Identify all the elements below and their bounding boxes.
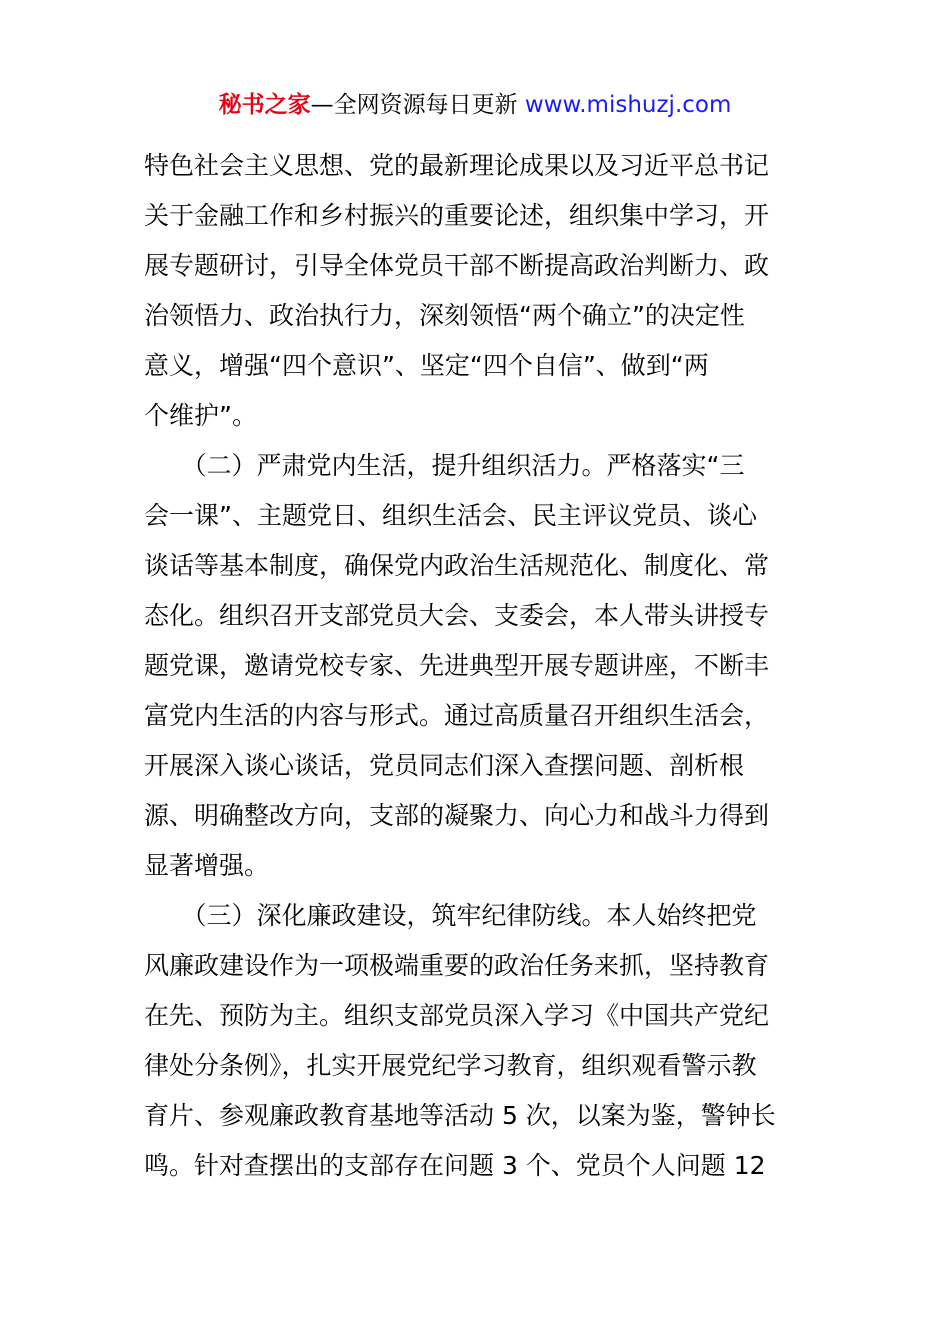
text-line: 会一课”、主题党日、组织生活会、民主评议党员、谈心: [144, 501, 757, 530]
text-line: 源、明确整改方向，支部的凝聚力、向心力和战斗力得到: [144, 801, 770, 830]
text-line: 态化。组织召开支部党员大会、支委会，本人带头讲授专: [144, 601, 770, 630]
text-line: 特色社会主义思想、党的最新理论成果以及习近平总书记: [144, 151, 770, 180]
section-heading-line: （二）严肃党内生活，提升组织活力。严格落实“三: [144, 451, 745, 480]
text-line: 展专题研讨，引导全体党员干部不断提高政治判断力、政: [144, 251, 770, 280]
text-line: 风廉政建设作为一项极端重要的政治任务来抓，坚持教育: [144, 951, 770, 980]
section-heading-line: （三）深化廉政建设，筑牢纪律防线。本人始终把党: [144, 901, 757, 930]
document-body: [144, 141, 808, 1191]
header-tagline: —全网资源每日更新: [310, 92, 525, 118]
brand-name: 秘书之家: [218, 92, 311, 118]
text-line: 关于金融工作和乡村振兴的重要论述，组织集中学习，开: [144, 201, 770, 230]
text-line: 在先、预防为主。组织支部党员深入学习《中国共产党纪: [144, 1001, 770, 1030]
text-line: 育片、参观廉政教育基地等活动 5 次，以案为鉴，警钟长: [144, 1101, 776, 1130]
text-line: 治领悟力、政治执行力，深刻领悟“两个确立”的决定性: [144, 301, 745, 330]
site-url-link[interactable]: www.mishuzj.com: [524, 92, 732, 118]
text-line: 个维护”。: [144, 401, 257, 430]
site-header: [0, 88, 950, 122]
text-line: 富党内生活的内容与形式。通过高质量召开组织生活会，: [144, 701, 770, 730]
text-line: 鸣。针对查摆出的支部存在问题 3 个、党员个人问题 12: [144, 1151, 766, 1180]
text-line: 意义，增强“四个意识”、坚定“四个自信”、做到“两: [144, 351, 709, 380]
text-line: 开展深入谈心谈话，党员同志们深入查摆问题、剖析根: [144, 751, 745, 780]
text-line: 显著增强。: [144, 851, 270, 880]
text-line: 律处分条例》，扎实开展党纪学习教育，组织观看警示教: [144, 1051, 757, 1080]
text-line: 谈话等基本制度，确保党内政治生活规范化、制度化、常: [144, 551, 770, 580]
text-line: 题党课，邀请党校专家、先进典型开展专题讲座，不断丰: [144, 651, 770, 680]
